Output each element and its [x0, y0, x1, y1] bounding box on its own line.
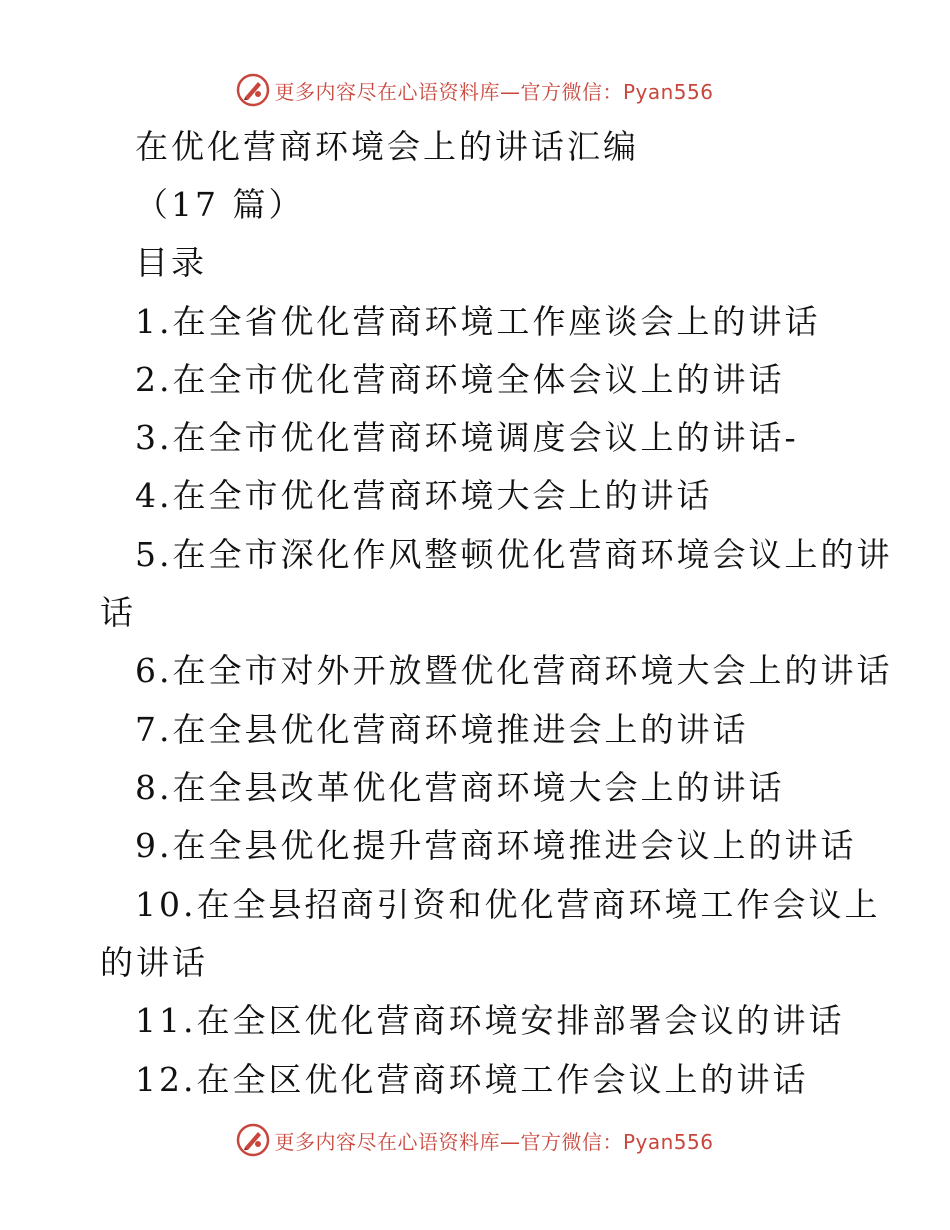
quill-logo-icon: [236, 73, 270, 107]
toc-item: 11.在全区优化营商环境安排部署会议的讲话: [135, 1001, 845, 1040]
toc-item: 6.在全市对外开放暨优化营商环境大会上的讲话: [135, 651, 893, 690]
toc-item: 8.在全县改革优化营商环境大会上的讲话: [135, 768, 785, 807]
watermark-text: 更多内容尽在心语资料库: [274, 79, 500, 104]
header-watermark: [0, 70, 950, 110]
toc-heading: 目录: [135, 243, 207, 282]
document-subtitle: （17 篇）: [135, 185, 305, 224]
quill-logo-icon: [236, 1123, 270, 1157]
toc-item-continuation: 的讲话: [100, 943, 208, 982]
toc-item: 10.在全县招商引资和优化营商环境工作会议上: [135, 885, 881, 924]
watermark-separator: —: [499, 1129, 521, 1154]
document-title: 在优化营商环境会上的讲话汇编: [135, 127, 639, 166]
footer-watermark: [0, 1120, 950, 1160]
watermark-contact: 官方微信：Pyan556: [520, 1129, 714, 1154]
toc-item: 5.在全市深化作风整顿优化营商环境会议上的讲: [135, 535, 893, 574]
watermark-contact: 官方微信：Pyan556: [520, 79, 714, 104]
toc-item: 12.在全区优化营商环境工作会议上的讲话: [135, 1060, 809, 1099]
toc-item: 2.在全市优化营商环境全体会议上的讲话: [135, 360, 785, 399]
toc-item: 9.在全县优化提升营商环境推进会议上的讲话: [135, 826, 857, 865]
watermark-text: 更多内容尽在心语资料库: [274, 1129, 500, 1154]
watermark-separator: —: [499, 79, 521, 104]
toc-item: 4.在全市优化营商环境大会上的讲话: [135, 476, 713, 515]
toc-item: 3.在全市优化营商环境调度会议上的讲话-: [135, 418, 799, 457]
toc-item-continuation: 话: [100, 593, 136, 632]
toc-item: 7.在全县优化营商环境推进会上的讲话: [135, 710, 749, 749]
toc-item: 1.在全省优化营商环境工作座谈会上的讲话: [135, 302, 821, 341]
